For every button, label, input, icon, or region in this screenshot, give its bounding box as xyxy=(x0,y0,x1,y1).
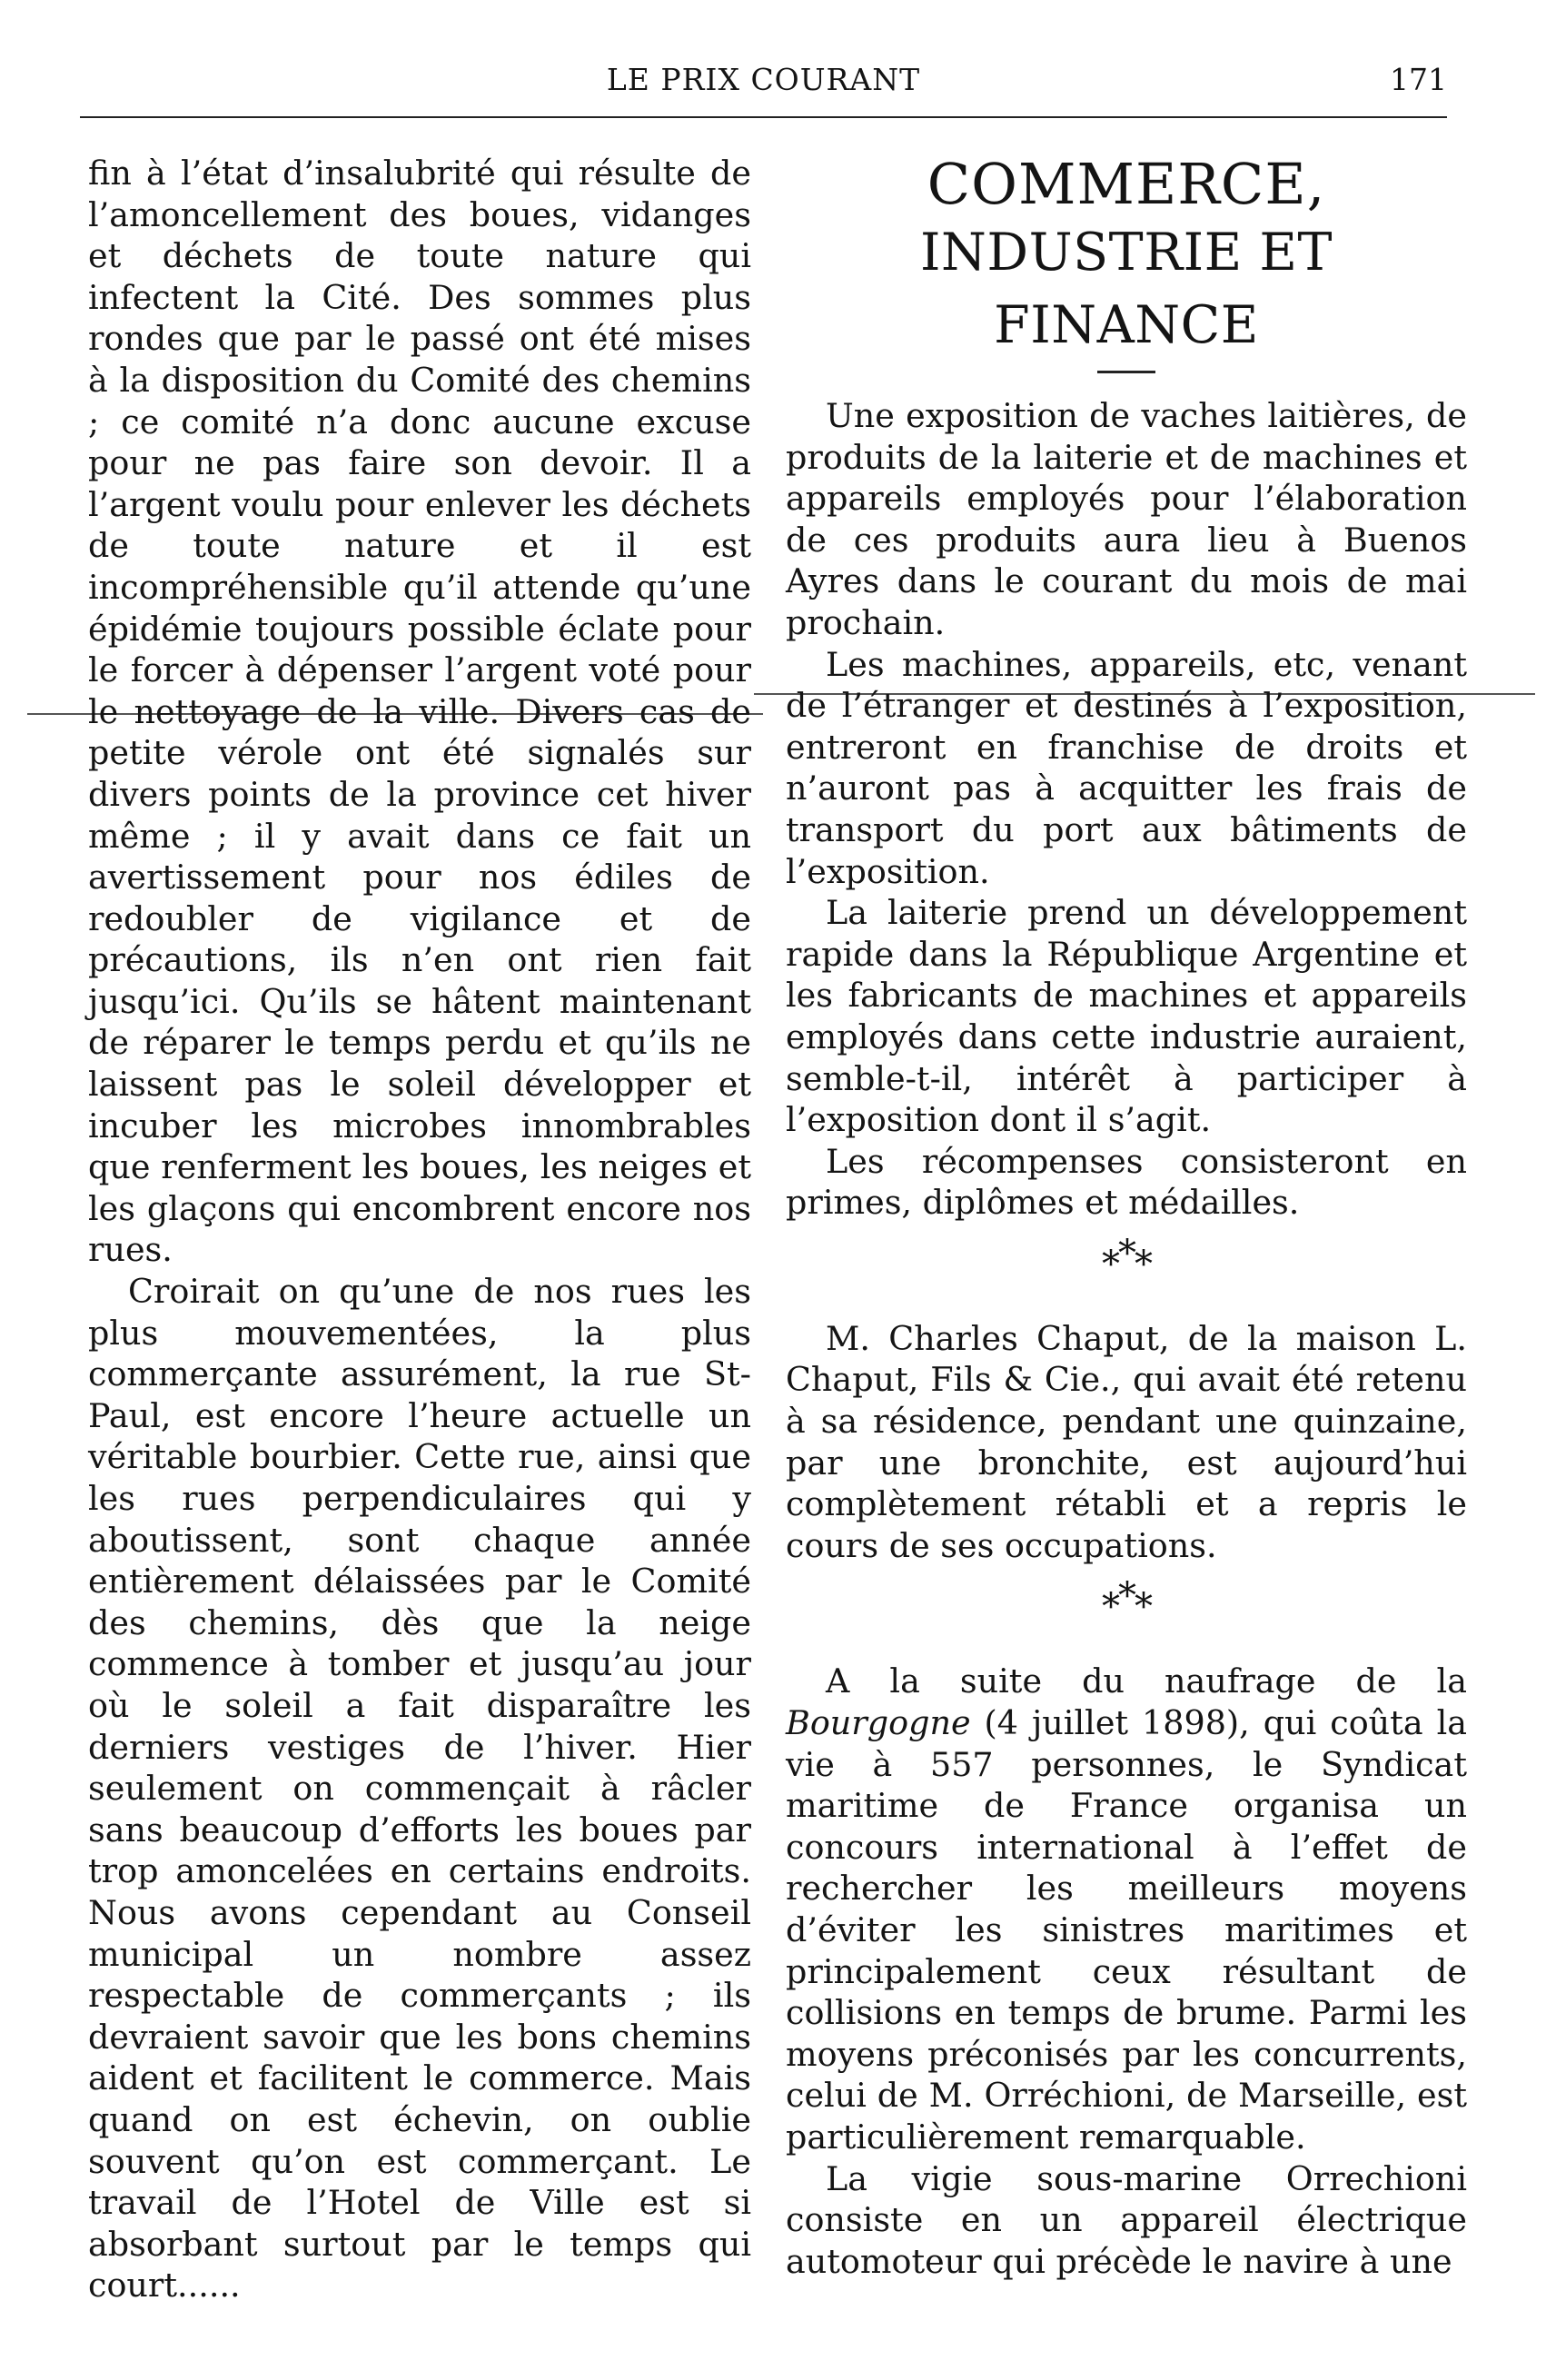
left-column xyxy=(88,153,751,2306)
title-rule xyxy=(1097,371,1155,373)
exposition-paragraph-2: Les machines, appareils, etc, venant de l’étranger et destinés à l’exposition, entreront en franchise de droits et n’auront pas à acquitter les frais de transport du port aux bâtiments de l’exposition. xyxy=(786,644,1467,891)
page-number: 171 xyxy=(1390,62,1447,97)
bourgogne-paragraph xyxy=(786,1661,1467,2157)
vigie-paragraph: La vigie sous-marine Orrechioni consiste en un appareil électrique automoteur qui précède le navire à une xyxy=(786,2158,1467,2281)
section-title-line2: INDUSTRIE ET FINANCE xyxy=(920,223,1333,355)
running-header xyxy=(80,62,1447,104)
asterism-star: * xyxy=(1118,1575,1135,1618)
running-title: LE PRIX COURANT xyxy=(606,62,921,97)
bourgogne-text-start: A la suite du naufrage de la xyxy=(826,1661,1467,1701)
right-column xyxy=(786,153,1467,2282)
asterism-separator-2 xyxy=(786,1575,1467,1629)
exposition-paragraph-3: La laiterie prend un développement rapide dans la République Argentine et les fabricants de machines et appareils employés dans cette industrie auraient, semble-t-il, intérêt à participer à l’exposition dont il s’agit. xyxy=(786,893,1467,1140)
chaput-paragraph: M. Charles Chaput, de la maison L. Chaput, Fils & Cie., qui avait été retenu à sa résidence, pendant une quinzaine, par une bronchite, est aujourd’hui complètement rétabli et a repris le cours de ses occupations. xyxy=(786,1318,1467,1565)
asterism-star: * xyxy=(1102,1586,1118,1629)
left-paragraph-1: fin à l’état d’insalubrité qui résulte de l’amoncellement des boues, vidanges et déchets de toute nature qui infectent la Cité. Des sommes plus rondes que par le passé ont été mises à la disposition du Comité des chemins ; ce comité n’a donc aucune excuse pour ne pas faire son devoir. Il a l’argent voulu pour enlever les déchets de toute nature et il est incompréhensible qu’il attende qu’une épidémie toujours possible éclate pour le forcer à dépenser l’argent voté pour le nettoyage de la ville. Divers cas de petite vérole ont été signalés sur divers points de la province cet hiver même ; il y avait dans ce fait un avertissement pour nos édiles de redoubler de vigilance et de précautions, ils n’en ont rien fait jusqu’ici. Qu’ils se hâtent maintenant de réparer le temps perdu et qu’ils ne laissent pas le soleil développer et incuber les microbes innombrables que renferment les boues, les neiges et les glaçons qui encombrent encore nos rues. xyxy=(88,154,751,1270)
asterism-star: * xyxy=(1135,1586,1151,1629)
section-title-line1: COMMERCE, xyxy=(927,151,1326,217)
asterism-star: * xyxy=(1102,1243,1118,1285)
asterism-star: * xyxy=(1118,1232,1135,1274)
asterism-star: * xyxy=(1135,1243,1151,1285)
asterism-separator-1 xyxy=(786,1232,1467,1285)
exposition-paragraph-4: Les récompenses consisteront en primes, diplômes et médailles. xyxy=(786,1141,1467,1223)
bourgogne-text-rest: (4 juillet 1898), qui coûta la vie à 557 personnes, le Syndicat maritime de France organisa un concours international à l’effet de rechercher les meilleurs moyens d’éviter les sinistres maritimes et principalement ceux résultant de collisions en temps de brume. Parmi les moyens préconisés par les concurrents, celui de M. Orréchioni, de Marseille, est particulièrement remarquable. xyxy=(786,1703,1467,2157)
ship-name: Bourgogne xyxy=(786,1703,971,1743)
left-paragraph-2: Croirait on qu’une de nos rues les plus mouvementées, la plus commerçante assurément, la rue St-Paul, est encore l’heure actuelle un véritable bourbier. Cette rue, ainsi que les rues perpendiculaires qui y aboutissent, sont chaque année entièrement délaissées par le Comité des chemins, dès que la neige commence à tomber et jusqu’au jour où le soleil a fait disparaître les derniers vestiges de l’hiver. Hier seulement on commençait à râcler sans beaucoup d’efforts les boues par trop amoncelées en certains endroits. Nous avons cependant au Conseil municipal un nombre assez respectable de commerçants ; ils devraient savoir que les bons chemins aident et facilitent le commerce. Mais quand on est échevin, on oublie souvent qu’on est commerçant. Le travail de l’Hotel de Ville est si absorbant surtout par le temps qui court...... xyxy=(88,1272,751,2306)
header-rule xyxy=(80,116,1447,118)
exposition-paragraph-1: Une exposition de vaches laitières, de produits de la laiterie et de machines et appareils employés pour l’élaboration de ces produits aura lieu à Buenos Ayres dans le courant du mois de mai prochain. xyxy=(786,396,1467,642)
